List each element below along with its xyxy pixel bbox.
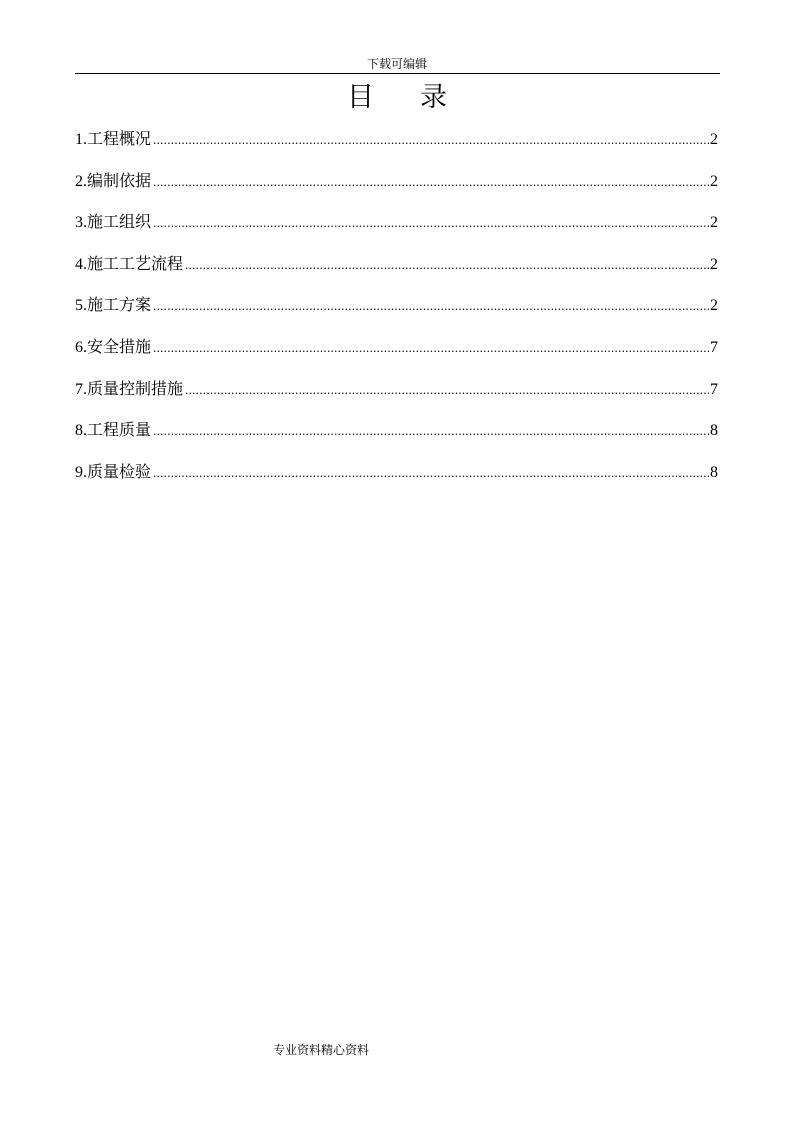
toc-entry-label xyxy=(75,293,151,318)
toc-entry-1[interactable] xyxy=(75,127,718,169)
toc-entry-page: 2 xyxy=(710,255,718,273)
toc-entry-page: 7 xyxy=(710,380,718,398)
toc-title: 目录 xyxy=(347,82,493,113)
toc-entry-4[interactable] xyxy=(75,252,718,294)
toc-entry-page: 8 xyxy=(710,422,718,440)
toc-entry-label xyxy=(75,252,183,277)
toc-dot-leader xyxy=(153,211,709,235)
toc-dot-leader xyxy=(185,378,709,402)
toc-entry-label xyxy=(75,460,151,485)
toc-entry-number: 4. xyxy=(75,255,87,273)
toc-entry-page: 7 xyxy=(710,338,718,356)
toc-entry-title: 施工工艺流程 xyxy=(87,253,184,273)
toc-entry-number: 3. xyxy=(75,214,87,232)
toc-entry-number: 2. xyxy=(75,172,87,190)
toc-entry-number: 5. xyxy=(75,297,87,315)
toc-entry-number: 7. xyxy=(75,380,87,398)
toc-dot-leader xyxy=(153,461,709,485)
page-header-text: 下载可编辑 xyxy=(366,57,427,71)
toc-entry-number: 6. xyxy=(75,338,87,356)
toc-entry-number: 9. xyxy=(75,463,87,481)
header-divider xyxy=(75,73,720,74)
toc-entry-number: 8. xyxy=(75,422,87,440)
toc-entry-label xyxy=(75,210,151,235)
toc-entry-page: 2 xyxy=(710,297,718,315)
toc-entry-3[interactable] xyxy=(75,210,718,252)
toc-entry-page: 2 xyxy=(710,131,718,148)
toc-entry-8[interactable] xyxy=(75,418,718,460)
toc-entry-label xyxy=(75,169,151,194)
toc-dot-leader xyxy=(153,170,709,194)
toc-entry-7[interactable] xyxy=(75,377,718,419)
toc-entry-title: 安全措施 xyxy=(87,336,152,356)
toc-entry-page: 8 xyxy=(710,463,718,481)
toc-entry-title: 施工组织 xyxy=(87,212,152,232)
table-of-contents xyxy=(75,127,718,501)
toc-entry-label xyxy=(75,335,151,360)
toc-dot-leader xyxy=(153,419,709,443)
toc-entry-page: 2 xyxy=(710,172,718,190)
page-footer-text: 专业资料精心资料 xyxy=(273,1043,370,1057)
toc-entry-label xyxy=(75,418,151,443)
toc-entry-title: 编制依据 xyxy=(87,170,152,190)
toc-entry-2[interactable] xyxy=(75,169,718,211)
toc-entry-9[interactable] xyxy=(75,460,718,502)
toc-dot-leader xyxy=(153,336,709,360)
toc-dot-leader xyxy=(153,294,709,318)
toc-entry-title: 工程质量 xyxy=(87,420,152,440)
toc-entry-label xyxy=(75,127,151,152)
toc-dot-leader xyxy=(185,253,709,277)
toc-entry-6[interactable] xyxy=(75,335,718,377)
toc-entry-number: 1. xyxy=(75,131,87,148)
toc-entry-title: 工程概况 xyxy=(87,129,152,148)
toc-entry-5[interactable] xyxy=(75,293,718,335)
toc-dot-leader xyxy=(153,128,709,152)
toc-entry-page: 2 xyxy=(710,214,718,232)
toc-entry-label xyxy=(75,377,183,402)
toc-entry-title: 质量控制措施 xyxy=(87,378,184,398)
toc-entry-title: 施工方案 xyxy=(87,295,152,315)
toc-entry-title: 质量检验 xyxy=(87,461,152,481)
